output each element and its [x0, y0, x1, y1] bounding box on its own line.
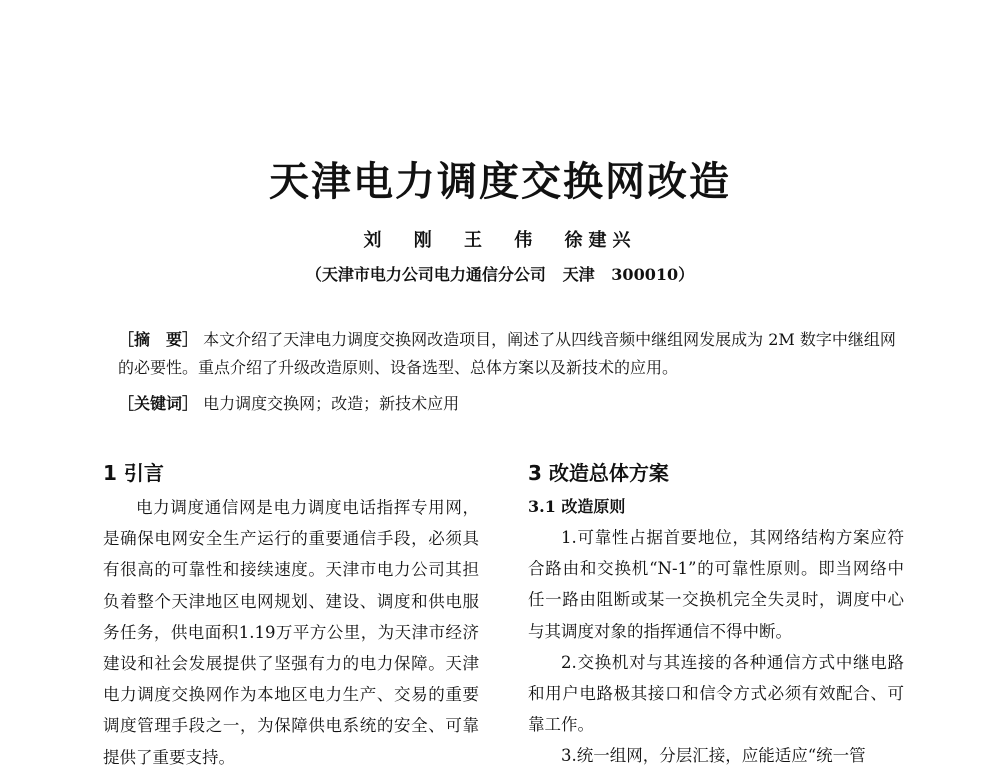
abstract-paragraph [118, 326, 908, 382]
abstract-text: 本文介绍了天津电力调度交换网改造项目，阐述了从四线音频中继组网发展成为 2M 数字中继组网的必要性。重点介绍了升级改造原则、设备选型、总体方案以及新技术的应用。 [118, 330, 896, 377]
left-column [103, 458, 479, 773]
keywords-label: ［关键词］ [118, 394, 199, 413]
keywords-line [118, 390, 908, 418]
abstract-block [118, 326, 908, 418]
right-column [528, 458, 904, 772]
paper-title: 天津电力调度交换网改造 [269, 159, 731, 205]
principle-item-2: 2.交换机对与其连接的各种通信方式中继电路和用户电路极其接口和信令方式必须有效配合、可靠工作。 [528, 652, 904, 735]
section-1-heading: 1 引言 [103, 461, 164, 485]
abstract-label: ［摘 要］ [118, 330, 199, 349]
author-list: 刘 刚 王 伟 徐建兴 [363, 230, 637, 251]
principle-item-3: 3.统一组网，分层汇接，应能适应“统一管 [561, 746, 866, 766]
keywords-text: 电力调度交换网；改造；新技术应用 [203, 394, 460, 413]
section-1-paragraph: 电力调度通信网是电力调度电话指挥专用网，是确保电网安全生产运行的重要通信手段，必须具有很高的可靠性和接续速度。天津市电力公司其担负着整个天津地区电网规划、建设、调度和供电服务任务，供电面积1.19万平方公里，为天津市经济建设和社会发展提供了坚强有力的电力保障。天津电力调度交换网作为本地区电力生产、交易的重要调度管理手段之一，为保障供电系统的安全、可靠提供了重要支持。 [103, 498, 479, 767]
principle-item-1: 1.可靠性占据首要地位，其网络结构方案应符合路由和交换机“N-1”的可靠性原则。即当网络中任一路由阻断或某一交换机完全失灵时，调度中心与其调度对象的指挥通信不得中断。 [528, 528, 904, 641]
affiliation: （天津市电力公司电力通信分公司 天津 300010） [305, 265, 695, 284]
section-3-heading: 3 改造总体方案 [528, 461, 669, 485]
section-3-1-heading: 3.1 改造原则 [528, 497, 626, 516]
